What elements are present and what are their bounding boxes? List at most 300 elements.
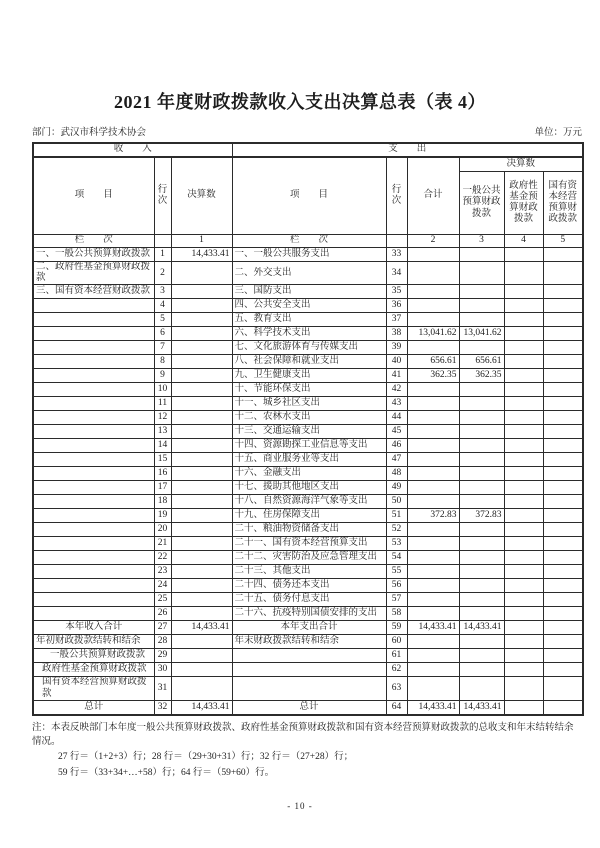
income-rowno-cell: 1: [154, 248, 171, 262]
income-rowno-cell: 12: [154, 411, 171, 425]
expense-gfb-cell: [504, 467, 543, 481]
table-row: [33, 523, 583, 537]
expense-gfb-cell: [504, 313, 543, 327]
expense-gpb-cell: [459, 537, 504, 551]
expense-soc-cell: [543, 467, 583, 481]
expense-rowno-cell: 37: [386, 313, 407, 327]
expense-total-cell: [407, 285, 459, 299]
expense-gfb-cell: [504, 481, 543, 495]
expense-gpb-cell: [459, 285, 504, 299]
expense-gpb-cell: [459, 467, 504, 481]
table-row: [33, 248, 583, 262]
expense-gpb-cell: [459, 607, 504, 621]
table-row: [33, 327, 583, 341]
expense-gfb-cell: [504, 551, 543, 565]
expense-total-cell: 362.35: [407, 369, 459, 383]
expense-soc-cell: [543, 299, 583, 313]
expense-gpb-cell: [459, 635, 504, 649]
expense-item-cell: 十九、住房保障支出: [232, 509, 386, 523]
expense-item-cell: 十、节能环保支出: [232, 383, 386, 397]
income-amount-cell: [171, 677, 232, 700]
expense-gfb-cell: [504, 663, 543, 677]
income-item-cell: [33, 453, 154, 467]
expense-soc-cell: [543, 593, 583, 607]
income-rowno-cell: 6: [154, 327, 171, 341]
expense-total-cell: [407, 593, 459, 607]
income-amount-cell: [171, 299, 232, 313]
income-item-cell: [33, 481, 154, 495]
expense-item-cell: 总计: [232, 700, 386, 715]
income-amount-cell: [171, 551, 232, 565]
income-amount-cell: [171, 481, 232, 495]
income-amount-cell: 14,433.41: [171, 248, 232, 262]
expense-soc-cell: [543, 509, 583, 523]
income-amount-cell: [171, 565, 232, 579]
table-row: [33, 383, 583, 397]
income-rowno-cell: 9: [154, 369, 171, 383]
column-header-row: [33, 157, 583, 172]
income-amount-cell: [171, 579, 232, 593]
income-amount-cell: [171, 663, 232, 677]
expense-soc-cell: [543, 649, 583, 663]
expense-soc-cell: [543, 341, 583, 355]
expense-soc-cell: [543, 285, 583, 299]
income-item-cell: 一、一般公共预算财政拨款: [33, 248, 154, 262]
expense-total-cell: [407, 411, 459, 425]
income-item-cell: [33, 509, 154, 523]
expense-total-cell: 372.83: [407, 509, 459, 523]
expense-gpb-cell: [459, 341, 504, 355]
expense-soc-cell: [543, 369, 583, 383]
expense-gpb-cell: [459, 439, 504, 453]
expense-total-number: 2: [407, 235, 459, 248]
expense-lanci-label: 栏 次: [232, 235, 386, 248]
expense-gfb-cell: [504, 411, 543, 425]
expense-total-cell: [407, 439, 459, 453]
expense-gfb-cell: [504, 453, 543, 467]
table-row: [33, 397, 583, 411]
expense-item-cell: 二十四、债务还本支出: [232, 579, 386, 593]
expense-total-cell: [407, 537, 459, 551]
income-item-cell: [33, 537, 154, 551]
expense-soc-cell: [543, 495, 583, 509]
expense-item-cell: 二、外交支出: [232, 262, 386, 285]
expense-rowno-cell: 44: [386, 411, 407, 425]
expense-soc-cell: [543, 411, 583, 425]
expense-gpb-cell: [459, 495, 504, 509]
income-rowno-cell: 22: [154, 551, 171, 565]
table-row: [33, 551, 583, 565]
expense-item-cell: 十六、金融支出: [232, 467, 386, 481]
income-rowno-cell: 14: [154, 439, 171, 453]
state-capital-budget-header: 国有资本经营预算财政拨款: [543, 172, 583, 235]
income-amount-cell: [171, 262, 232, 285]
table-row: [33, 439, 583, 453]
income-item-cell: [33, 439, 154, 453]
expense-rowno-cell: 60: [386, 635, 407, 649]
income-item-cell: [33, 593, 154, 607]
footnotes: [32, 722, 582, 781]
expense-total-cell: [407, 551, 459, 565]
income-amount-cell: [171, 649, 232, 663]
income-rowno-cell: 3: [154, 285, 171, 299]
expense-item-cell: 十三、交通运输支出: [232, 425, 386, 439]
expense-total-cell: [407, 523, 459, 537]
table-row: [33, 425, 583, 439]
expense-rowno-cell: 54: [386, 551, 407, 565]
income-rowno-header: 行次: [154, 157, 171, 235]
expense-item-cell: [232, 677, 386, 700]
income-item-cell: [33, 313, 154, 327]
income-amount-cell: [171, 369, 232, 383]
income-rowno-cell: 30: [154, 663, 171, 677]
expense-gfb-cell: [504, 285, 543, 299]
table-row: [33, 677, 583, 700]
expense-gpb-cell: 14,433.41: [459, 700, 504, 715]
expense-total-cell: [407, 467, 459, 481]
expense-total-cell: [407, 677, 459, 700]
income-item-cell: [33, 579, 154, 593]
expense-soc-cell: [543, 635, 583, 649]
expense-col3-number: 3: [459, 235, 504, 248]
income-amount-cell: [171, 397, 232, 411]
expense-soc-cell: [543, 537, 583, 551]
expense-item-cell: 十五、商业服务业等支出: [232, 453, 386, 467]
expense-total-cell: [407, 262, 459, 285]
expense-rowno-cell: 34: [386, 262, 407, 285]
income-rowno-cell: 4: [154, 299, 171, 313]
expense-gfb-cell: [504, 341, 543, 355]
income-rowno-cell: 17: [154, 481, 171, 495]
income-rowno-cell: 24: [154, 579, 171, 593]
table-row: [33, 509, 583, 523]
expense-soc-cell: [543, 579, 583, 593]
expense-gpb-cell: [459, 523, 504, 537]
income-amount-cell: [171, 495, 232, 509]
table-row: [33, 341, 583, 355]
expense-gfb-cell: [504, 579, 543, 593]
income-rowno-cell: 16: [154, 467, 171, 481]
expense-total-cell: [407, 383, 459, 397]
income-item-cell: 一般公共预算财政拨款: [33, 649, 154, 663]
expense-gfb-cell: [504, 649, 543, 663]
expense-total-cell: [407, 635, 459, 649]
table-row: [33, 663, 583, 677]
income-rowno-cell: 21: [154, 537, 171, 551]
expense-item-cell: 三、国防支出: [232, 285, 386, 299]
expense-rowno-header: 行次: [386, 157, 407, 235]
income-rowno-cell: 19: [154, 509, 171, 523]
income-rowno-number-cell: [154, 235, 171, 248]
expense-item-cell: 十四、资源勘探工业信息等支出: [232, 439, 386, 453]
income-item-cell: 政府性基金预算财政拨款: [33, 663, 154, 677]
expense-rowno-cell: 41: [386, 369, 407, 383]
income-item-cell: 二、政府性基金预算财政拨款: [33, 262, 154, 285]
expense-soc-cell: [543, 551, 583, 565]
expense-gfb-cell: [504, 635, 543, 649]
expense-rowno-cell: 47: [386, 453, 407, 467]
expense-total-cell: [407, 313, 459, 327]
expense-soc-cell: [543, 397, 583, 411]
income-item-cell: [33, 383, 154, 397]
expense-gpb-cell: [459, 262, 504, 285]
expense-gfb-cell: [504, 509, 543, 523]
expense-rowno-cell: 49: [386, 481, 407, 495]
expense-gpb-cell: [459, 663, 504, 677]
expense-gfb-cell: [504, 425, 543, 439]
expense-gpb-cell: [459, 565, 504, 579]
income-amount-cell: [171, 509, 232, 523]
expense-gfb-cell: [504, 523, 543, 537]
page-title: 2021 年度财政拨款收入支出决算总表（表 4）: [114, 92, 486, 112]
expense-rowno-cell: 56: [386, 579, 407, 593]
income-rowno-cell: 5: [154, 313, 171, 327]
table-meta: [32, 124, 582, 138]
income-amount-cell: 14,433.41: [171, 700, 232, 715]
income-item-header: 项 目: [33, 157, 154, 235]
income-rowno-cell: 13: [154, 425, 171, 439]
expense-total-cell: [407, 248, 459, 262]
expense-gfb-cell: [504, 355, 543, 369]
expense-rowno-cell: 59: [386, 621, 407, 635]
expense-item-cell: 二十一、国有资本经营预算支出: [232, 537, 386, 551]
income-amount-cell: [171, 523, 232, 537]
expense-col5-number: 5: [543, 235, 583, 248]
expense-total-cell: 13,041.62: [407, 327, 459, 341]
expense-soc-cell: [543, 677, 583, 700]
table-row: [33, 481, 583, 495]
expense-soc-cell: [543, 355, 583, 369]
expense-gpb-cell: 13,041.62: [459, 327, 504, 341]
income-amount-number: 1: [171, 235, 232, 248]
expense-gfb-cell: [504, 495, 543, 509]
expense-total-cell: [407, 425, 459, 439]
income-rowno-cell: 31: [154, 677, 171, 700]
income-rowno-cell: 29: [154, 649, 171, 663]
expense-item-cell: 五、教育支出: [232, 313, 386, 327]
expense-item-cell: 十一、城乡社区支出: [232, 397, 386, 411]
income-rowno-cell: 23: [154, 565, 171, 579]
expense-gfb-cell: [504, 607, 543, 621]
expense-item-header: 项 目: [232, 157, 386, 235]
income-item-cell: [33, 355, 154, 369]
income-section-header: 收 入: [33, 143, 232, 157]
expense-gfb-cell: [504, 565, 543, 579]
table-row: [33, 593, 583, 607]
expense-gfb-cell: [504, 327, 543, 341]
expense-item-cell: 本年支出合计: [232, 621, 386, 635]
expense-soc-cell: [543, 327, 583, 341]
income-amount-cell: [171, 593, 232, 607]
expense-rowno-cell: 58: [386, 607, 407, 621]
expense-gpb-cell: [459, 677, 504, 700]
expense-rowno-cell: 35: [386, 285, 407, 299]
expense-rowno-cell: 55: [386, 565, 407, 579]
expense-gpb-cell: 362.35: [459, 369, 504, 383]
expense-soc-cell: [543, 425, 583, 439]
income-rowno-cell: 15: [154, 453, 171, 467]
table-row: [33, 467, 583, 481]
expense-rowno-cell: 64: [386, 700, 407, 715]
expense-rowno-cell: 51: [386, 509, 407, 523]
income-amount-cell: 14,433.41: [171, 621, 232, 635]
income-rowno-cell: 7: [154, 341, 171, 355]
expense-item-cell: 九、卫生健康支出: [232, 369, 386, 383]
expense-total-cell: [407, 397, 459, 411]
expense-item-cell: 四、公共安全支出: [232, 299, 386, 313]
expense-item-cell: 十二、农林水支出: [232, 411, 386, 425]
expense-gfb-cell: [504, 369, 543, 383]
expense-item-cell: 二十五、债务付息支出: [232, 593, 386, 607]
expense-rowno-cell: 43: [386, 397, 407, 411]
table-row: [33, 262, 583, 285]
expense-rowno-cell: 52: [386, 523, 407, 537]
income-item-cell: [33, 565, 154, 579]
budget-table: [32, 142, 584, 716]
expense-total-cell: [407, 481, 459, 495]
expense-gfb-cell: [504, 248, 543, 262]
expense-gpb-cell: [459, 313, 504, 327]
expense-gfb-cell: [504, 299, 543, 313]
income-amount-cell: [171, 285, 232, 299]
formula-line-1: 27 行＝（1+2+3）行；28 行＝（29+30+31）行；32 行＝（27+28）行；: [58, 752, 354, 763]
expense-rowno-cell: 38: [386, 327, 407, 341]
expense-total-cell: [407, 299, 459, 313]
income-amount-cell: [171, 383, 232, 397]
expense-gfb-cell: [504, 262, 543, 285]
expense-total-cell: [407, 663, 459, 677]
income-item-cell: [33, 495, 154, 509]
expense-rowno-cell: 33: [386, 248, 407, 262]
expense-item-cell: 七、文化旅游体育与传媒支出: [232, 341, 386, 355]
expense-total-cell: 656.61: [407, 355, 459, 369]
table-row: [33, 635, 583, 649]
expense-item-cell: [232, 663, 386, 677]
expense-total-cell: [407, 649, 459, 663]
expense-gfb-cell: [504, 700, 543, 715]
table-body: [33, 248, 583, 715]
expense-rowno-cell: 36: [386, 299, 407, 313]
expense-rowno-cell: 53: [386, 537, 407, 551]
expense-total-cell: 14,433.41: [407, 700, 459, 715]
income-item-cell: [33, 299, 154, 313]
expense-gfb-cell: [504, 397, 543, 411]
page-number: - 10 -: [287, 800, 313, 811]
expense-soc-cell: [543, 565, 583, 579]
income-amount-cell: [171, 453, 232, 467]
expense-item-cell: 六、科学技术支出: [232, 327, 386, 341]
income-amount-cell: [171, 327, 232, 341]
table-row: [33, 369, 583, 383]
table-row: [33, 285, 583, 299]
income-item-cell: [33, 369, 154, 383]
expense-rowno-number-cell: [386, 235, 407, 248]
expense-gpb-cell: [459, 593, 504, 607]
expense-gfb-cell: [504, 537, 543, 551]
expense-col4-number: 4: [504, 235, 543, 248]
table-row: [33, 537, 583, 551]
expense-rowno-cell: 42: [386, 383, 407, 397]
income-amount-cell: [171, 313, 232, 327]
column-number-row: [33, 235, 583, 248]
expense-rowno-cell: 63: [386, 677, 407, 700]
table-row: [33, 607, 583, 621]
expense-soc-cell: [543, 607, 583, 621]
expense-soc-cell: [543, 663, 583, 677]
income-amount-cell: [171, 467, 232, 481]
income-rowno-cell: 25: [154, 593, 171, 607]
income-rowno-cell: 32: [154, 700, 171, 715]
expense-rowno-cell: 48: [386, 467, 407, 481]
expense-final-header: 决算数: [459, 157, 583, 172]
table-row: [33, 700, 583, 715]
expense-total-cell: [407, 607, 459, 621]
income-item-cell: 国有资本经营预算财政拨款: [33, 677, 154, 700]
note-text: 注：本表反映部门本年度一般公共预算财政拨款、政府性基金预算财政拨款和国有资本经营预算财政拨款的总收支和年末结转结余情况。: [32, 722, 574, 747]
government-fund-budget-header: 政府性基金预算财政拨款: [504, 172, 543, 235]
general-public-budget-header: 一般公共预算财政拨款: [459, 172, 504, 235]
section-header-row: [33, 143, 583, 157]
income-rowno-cell: 10: [154, 383, 171, 397]
expenditure-section-header: 支 出: [232, 143, 583, 157]
expense-gpb-cell: [459, 453, 504, 467]
table-row: [33, 453, 583, 467]
expense-item-cell: 十七、援助其他地区支出: [232, 481, 386, 495]
income-item-cell: 本年收入合计: [33, 621, 154, 635]
expense-item-cell: 二十六、抗疫特别国债安排的支出: [232, 607, 386, 621]
expense-rowno-cell: 40: [386, 355, 407, 369]
table-row: [33, 355, 583, 369]
expense-gpb-cell: [459, 411, 504, 425]
expense-soc-cell: [543, 621, 583, 635]
income-amount-cell: [171, 607, 232, 621]
expense-total-cell: [407, 565, 459, 579]
expense-gfb-cell: [504, 677, 543, 700]
income-amount-cell: [171, 411, 232, 425]
table-row: [33, 411, 583, 425]
income-rowno-cell: 26: [154, 607, 171, 621]
income-item-cell: 年初财政拨款结转和结余: [33, 635, 154, 649]
income-amount-header: 决算数: [171, 157, 232, 235]
expense-gpb-cell: [459, 299, 504, 313]
expense-soc-cell: [543, 523, 583, 537]
formula-line-2: 59 行＝（33+34+…+58）行；64 行＝（59+60）行。: [58, 768, 275, 779]
income-item-cell: [33, 607, 154, 621]
expense-gpb-cell: [459, 425, 504, 439]
expense-gpb-cell: 372.83: [459, 509, 504, 523]
expense-gpb-cell: 656.61: [459, 355, 504, 369]
expense-soc-cell: [543, 453, 583, 467]
income-rowno-cell: 20: [154, 523, 171, 537]
income-lanci-label: 栏 次: [33, 235, 154, 248]
income-rowno-cell: 28: [154, 635, 171, 649]
expense-rowno-cell: 39: [386, 341, 407, 355]
expense-soc-cell: [543, 262, 583, 285]
expense-item-cell: 二十三、其他支出: [232, 565, 386, 579]
expense-soc-cell: [543, 383, 583, 397]
expense-item-cell: 一、一般公共服务支出: [232, 248, 386, 262]
table-row: [33, 579, 583, 593]
income-item-cell: [33, 425, 154, 439]
income-item-cell: [33, 327, 154, 341]
expense-item-cell: [232, 649, 386, 663]
income-item-cell: [33, 523, 154, 537]
department-label: 部门：武汉市科学技术协会: [32, 128, 147, 138]
expense-gpb-cell: [459, 397, 504, 411]
expense-gpb-cell: [459, 579, 504, 593]
expense-item-cell: 十八、自然资源海洋气象等支出: [232, 495, 386, 509]
income-item-cell: [33, 341, 154, 355]
